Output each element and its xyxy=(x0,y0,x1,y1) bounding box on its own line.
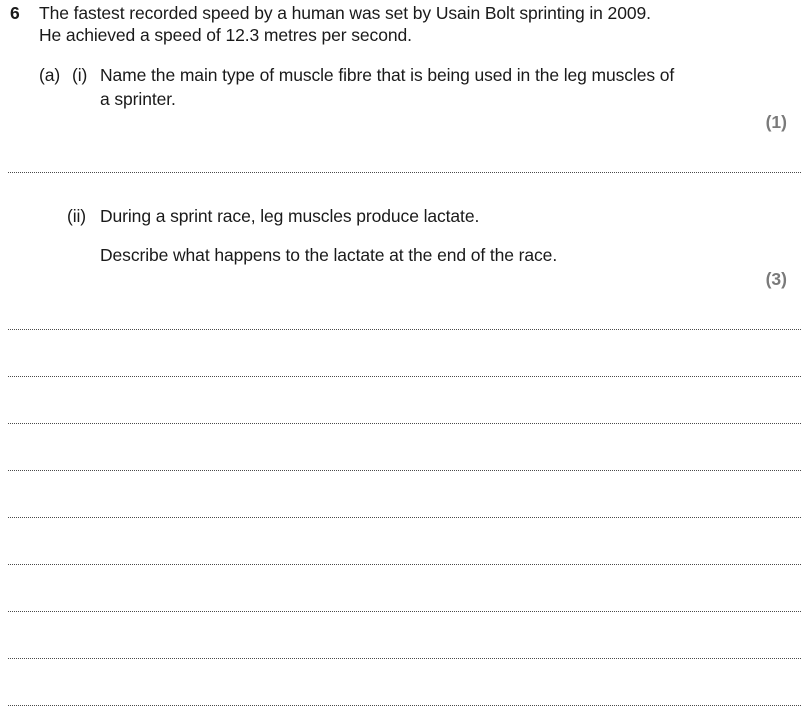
answer-line-a-ii-8[interactable] xyxy=(8,658,801,659)
question-intro-line-2: He achieved a speed of 12.3 metres per second. xyxy=(39,25,412,45)
answer-line-a-ii-9[interactable] xyxy=(8,705,801,706)
answer-line-a-ii-5[interactable] xyxy=(8,517,801,518)
answer-line-a-ii-4[interactable] xyxy=(8,470,801,471)
part-a-label: (a) xyxy=(39,65,61,85)
part-a-i-question-line-1: Name the main type of muscle fibre that is being used in the leg muscles of xyxy=(100,65,675,85)
answer-line-a-ii-2[interactable] xyxy=(8,376,801,377)
answer-line-a-i-1[interactable] xyxy=(8,172,801,173)
part-a-i-question-line-2: a sprinter. xyxy=(100,89,176,109)
answer-line-a-ii-6[interactable] xyxy=(8,564,801,565)
part-a-i-label: (i) xyxy=(72,65,88,85)
part-a-ii-marks: (3) xyxy=(765,269,787,289)
part-a-i-marks: (1) xyxy=(765,112,787,132)
part-a-ii-label: (ii) xyxy=(67,206,87,226)
part-a-ii-question-line-2: Describe what happens to the lactate at the end of the race. xyxy=(100,245,558,265)
question-number: 6 xyxy=(10,3,20,23)
answer-line-a-ii-7[interactable] xyxy=(8,611,801,612)
question-intro-line-1: The fastest recorded speed by a human was set by Usain Bolt sprinting in 2009. xyxy=(39,3,651,23)
part-a-ii-question-line-1: During a sprint race, leg muscles produce lactate. xyxy=(100,206,480,226)
answer-line-a-ii-3[interactable] xyxy=(8,423,801,424)
answer-line-a-ii-1[interactable] xyxy=(8,329,801,330)
